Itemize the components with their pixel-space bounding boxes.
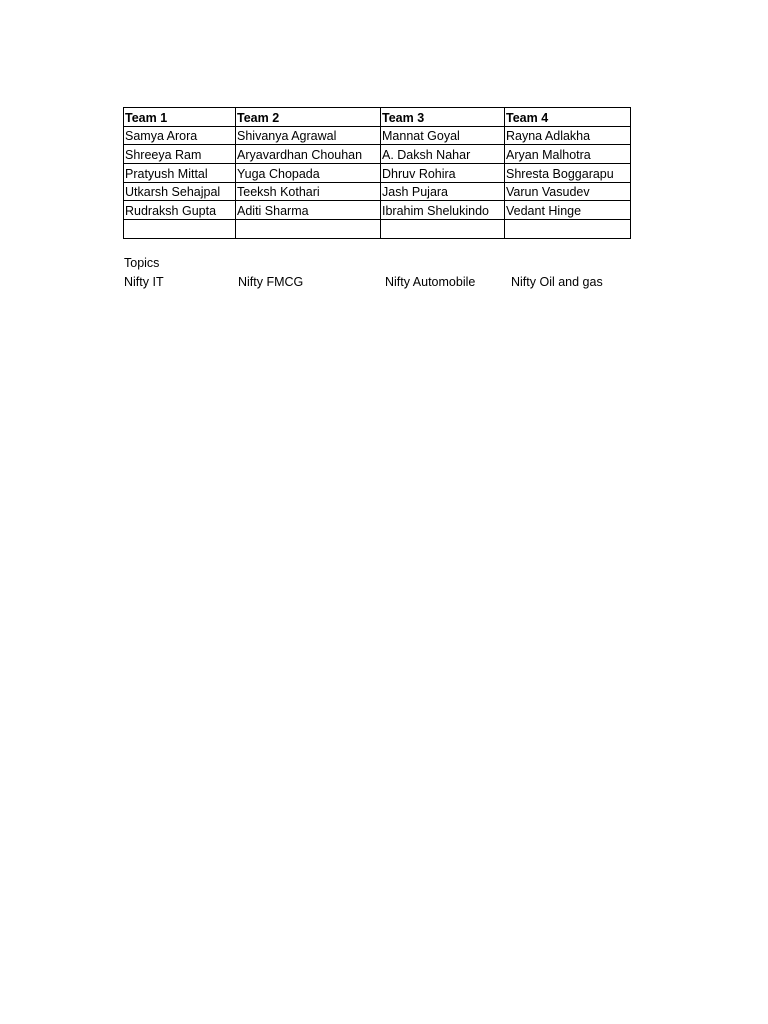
- table-row: [124, 164, 631, 183]
- table-cell[interactable]: [124, 220, 236, 239]
- table-header-row: [124, 108, 631, 127]
- table-cell[interactable]: Vedant Hinge: [505, 201, 631, 220]
- table-row-empty: [124, 220, 631, 239]
- table-cell[interactable]: Pratyush Mittal: [124, 164, 236, 183]
- topic-item[interactable]: Nifty Oil and gas: [511, 275, 603, 289]
- table-row: [124, 182, 631, 201]
- table-cell[interactable]: Utkarsh Sehajpal: [124, 182, 236, 201]
- table-cell[interactable]: A. Daksh Nahar: [381, 145, 505, 164]
- table-cell[interactable]: Varun Vasudev: [505, 182, 631, 201]
- topics-section: [124, 254, 641, 292]
- table-cell[interactable]: Shivanya Agrawal: [236, 126, 381, 145]
- table-row: [124, 201, 631, 220]
- table-cell[interactable]: Mannat Goyal: [381, 126, 505, 145]
- table-cell[interactable]: Ibrahim Shelukindo: [381, 201, 505, 220]
- table-cell[interactable]: Aryavardhan Chouhan: [236, 145, 381, 164]
- topic-item[interactable]: Nifty Automobile: [385, 275, 476, 289]
- topic-item[interactable]: Nifty FMCG: [238, 275, 304, 289]
- table-cell[interactable]: Rudraksh Gupta: [124, 201, 236, 220]
- table-cell[interactable]: [505, 220, 631, 239]
- table-row: [124, 145, 631, 164]
- table-cell[interactable]: [236, 220, 381, 239]
- header-team-1[interactable]: Team 1: [124, 108, 236, 127]
- header-team-4[interactable]: Team 4: [505, 108, 631, 127]
- table-cell[interactable]: Aryan Malhotra: [505, 145, 631, 164]
- topics-row: [124, 273, 641, 292]
- table-cell[interactable]: Yuga Chopada: [236, 164, 381, 183]
- header-team-2[interactable]: Team 2: [236, 108, 381, 127]
- team-table: [123, 107, 631, 239]
- table-cell[interactable]: [381, 220, 505, 239]
- table-cell[interactable]: Dhruv Rohira: [381, 164, 505, 183]
- table-cell[interactable]: Shreeya Ram: [124, 145, 236, 164]
- team-table-container: [123, 107, 631, 239]
- table-cell[interactable]: Rayna Adlakha: [505, 126, 631, 145]
- topic-item[interactable]: Nifty IT: [124, 275, 164, 289]
- table-cell[interactable]: Shresta Boggarapu: [505, 164, 631, 183]
- table-cell[interactable]: Teeksh Kothari: [236, 182, 381, 201]
- table-cell[interactable]: Samya Arora: [124, 126, 236, 145]
- topics-label: Topics: [124, 256, 160, 270]
- table-cell[interactable]: Jash Pujara: [381, 182, 505, 201]
- table-cell[interactable]: Aditi Sharma: [236, 201, 381, 220]
- table-row: [124, 126, 631, 145]
- header-team-3[interactable]: Team 3: [381, 108, 505, 127]
